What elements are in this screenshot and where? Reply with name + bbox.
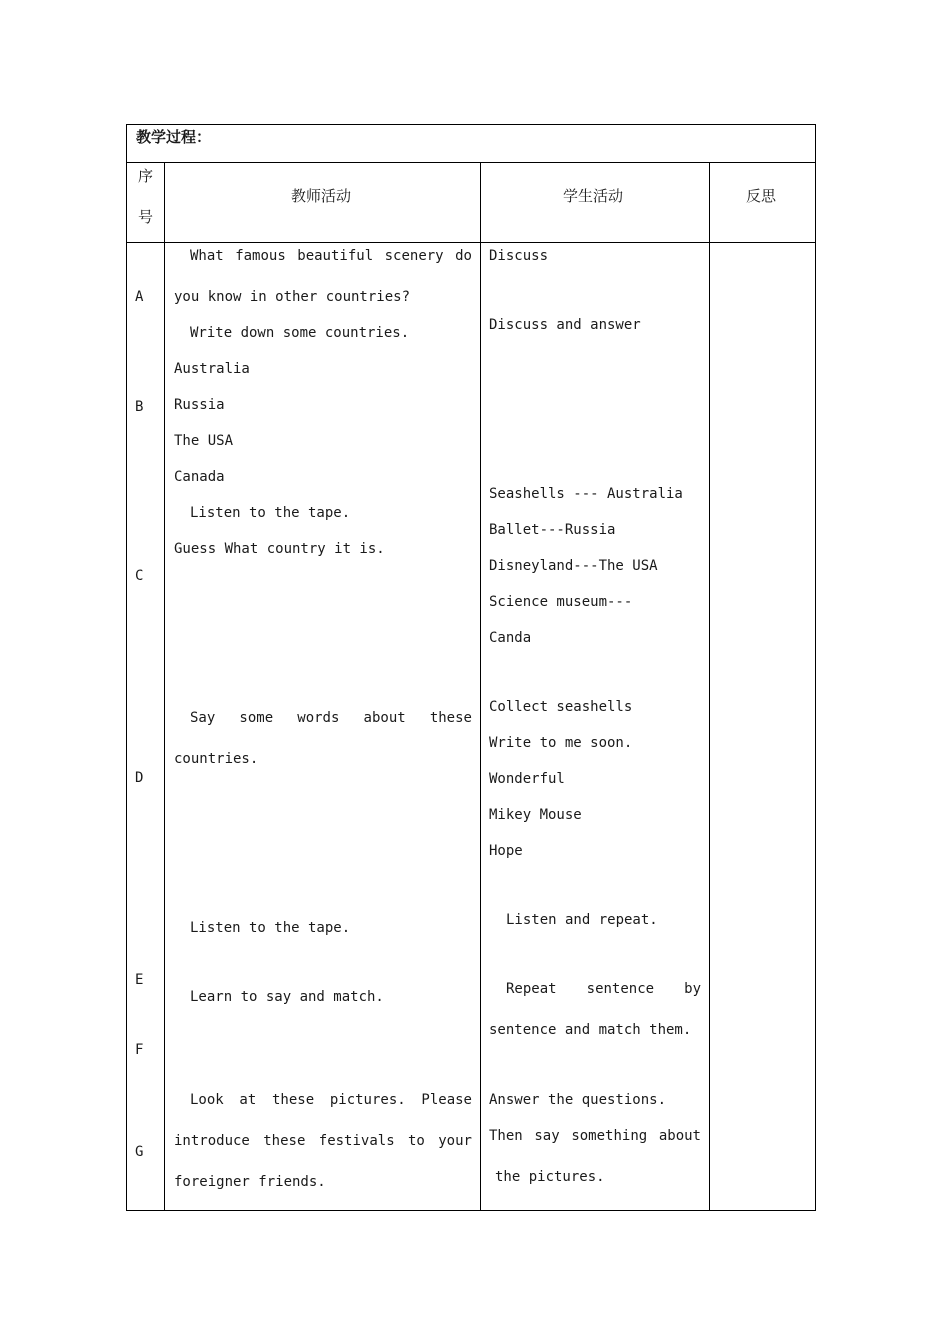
- student-answer-questions: Answer the questions.: [489, 1092, 667, 1108]
- student-match-item: Seashells --- Australia: [489, 486, 683, 502]
- student-word-item: Collect seashells: [489, 699, 633, 715]
- teacher-write-countries: Write down some countries.: [190, 325, 410, 341]
- student-then-say: Then say something about: [489, 1128, 701, 1144]
- col-divider-student: [709, 162, 710, 1211]
- student-the-pictures: the pictures.: [495, 1169, 605, 1185]
- step-label-d: D: [135, 770, 144, 786]
- step-label-f: F: [135, 1042, 144, 1058]
- student-repeat-line2: sentence and match them.: [489, 1022, 692, 1038]
- row-divider-title: [126, 162, 816, 163]
- student-match-item: Disneyland---The USA: [489, 558, 658, 574]
- teacher-introduce-festivals: introduce these festivals to your: [174, 1133, 472, 1149]
- step-label-b: B: [135, 399, 144, 415]
- teacher-say-words-line2: countries.: [174, 751, 259, 767]
- student-match-item: Ballet---Russia: [489, 522, 616, 538]
- teacher-learn-match: Learn to say and match.: [190, 989, 384, 1005]
- student-word-item: Wonderful: [489, 771, 565, 787]
- student-repeat-line1: Repeat sentence by: [506, 981, 701, 997]
- student-discuss: Discuss: [489, 248, 549, 264]
- header-index-bottom: 号: [138, 208, 154, 226]
- teacher-foreigner-friends: foreigner friends.: [174, 1174, 326, 1190]
- country-item: Australia: [174, 361, 250, 377]
- teacher-listen-tape-2: Listen to the tape.: [190, 920, 351, 936]
- country-item: Canada: [174, 469, 225, 485]
- student-word-item: Write to me soon.: [489, 735, 633, 751]
- header-student-activity: 学生活动: [563, 187, 624, 205]
- step-label-c: C: [135, 568, 144, 584]
- step-label-a: A: [135, 289, 144, 305]
- country-item: Russia: [174, 397, 225, 413]
- country-item: The USA: [174, 433, 234, 449]
- student-word-item: Hope: [489, 843, 523, 859]
- header-index-top: 序: [138, 167, 154, 185]
- row-divider-header: [126, 242, 816, 243]
- teacher-question-line1: What famous beautiful scenery do: [190, 248, 472, 264]
- teacher-question-line2: you know in other countries?: [174, 289, 411, 305]
- student-match-item: Canda: [489, 630, 532, 646]
- teacher-guess-country: Guess What country it is.: [174, 541, 385, 557]
- student-word-item: Mikey Mouse: [489, 807, 582, 823]
- step-label-e: E: [135, 972, 144, 988]
- section-title: 教学过程：: [136, 128, 212, 146]
- teacher-look-pictures: Look at these pictures. Please: [190, 1092, 472, 1108]
- header-teacher-activity: 教师活动: [291, 187, 352, 205]
- header-reflection: 反思: [746, 187, 777, 205]
- teacher-say-words-line1: Say some words about these: [190, 710, 472, 726]
- student-listen-repeat: Listen and repeat.: [506, 912, 658, 928]
- col-divider-teacher: [480, 162, 481, 1211]
- teacher-listen-tape: Listen to the tape.: [190, 505, 351, 521]
- student-match-item: Science museum---: [489, 594, 633, 610]
- step-label-g: G: [135, 1144, 144, 1160]
- col-divider-index: [164, 162, 165, 1211]
- student-discuss-answer: Discuss and answer: [489, 317, 641, 333]
